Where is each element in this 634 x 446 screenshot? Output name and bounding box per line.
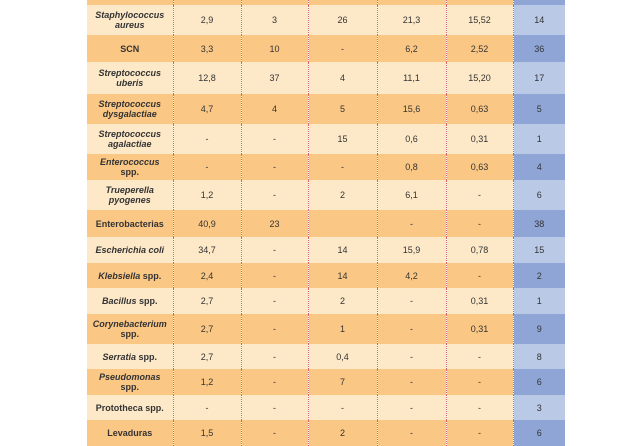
value-cell: 2,52 [446,35,513,62]
organism-suffix: Prototheca spp. [95,402,164,413]
results-table [87,0,565,446]
organism-cell [87,344,173,369]
table-row [87,94,565,124]
value-cell: 4,2 [377,263,446,288]
value-cell: - [308,395,377,420]
organism-cell [87,263,173,288]
organism-species: pyogenes [108,195,151,205]
value-cell: 0,63 [446,94,513,124]
value-cell: 0,31 [446,314,513,344]
table-row [87,124,565,154]
value-cell: 15,9 [377,237,446,263]
value-cell: - [308,154,377,180]
organism-genus: Staphylococcus [95,10,165,20]
value-cell: - [377,395,446,420]
organism-cell [87,5,173,35]
value-cell: 0,31 [446,288,513,314]
value-cell: 0,8 [377,154,446,180]
table-row [87,210,565,237]
organism-suffix: spp. [120,382,139,392]
table-row [87,420,565,446]
organism-cell [87,180,173,210]
value-cell: - [241,395,308,420]
table-row [87,369,565,395]
organism-cell [87,210,173,237]
value-cell: 37 [241,62,308,94]
table-row [87,154,565,180]
total-cell: 36 [513,35,565,62]
organism-cell [87,62,173,94]
value-cell: 7 [308,369,377,395]
value-cell: 15,20 [446,62,513,94]
total-cell: 9 [513,314,565,344]
total-cell: 6 [513,420,565,446]
organism-genus: Streptococcus [98,129,162,139]
value-cell: 2,9 [173,5,241,35]
total-cell: 5 [513,94,565,124]
value-cell: 26 [308,5,377,35]
value-cell: 14 [308,263,377,288]
value-cell: 1,2 [173,180,241,210]
total-cell: 6 [513,180,565,210]
value-cell: - [377,420,446,446]
value-cell: - [241,344,308,369]
organism-cell [87,94,173,124]
value-cell: - [446,210,513,237]
value-cell: - [241,180,308,210]
table-row [87,344,565,369]
organism-cell [87,369,173,395]
organism-genus: Trueperella [105,185,154,195]
table-row [87,35,565,62]
value-cell: 3 [241,5,308,35]
organism-cell [87,35,173,62]
organism-cell [87,420,173,446]
value-cell: - [377,344,446,369]
value-cell: 4,7 [173,94,241,124]
table-row [87,5,565,35]
organism-genus: Enterococcus [99,157,160,167]
value-cell: 4 [241,94,308,124]
value-cell: - [377,314,446,344]
value-cell: 1,2 [173,369,241,395]
value-cell: 2,7 [173,314,241,344]
value-cell: - [446,263,513,288]
organism-cell [87,395,173,420]
organism-genus: Escherichia coli [95,245,165,255]
total-cell: 6 [513,369,565,395]
value-cell: - [308,35,377,62]
value-cell: - [446,180,513,210]
value-cell: 11,1 [377,62,446,94]
value-cell: - [446,420,513,446]
value-cell: - [241,263,308,288]
value-cell: - [446,395,513,420]
table-row [87,263,565,288]
organism-suffix: Levaduras [107,428,153,438]
value-cell: 4 [308,62,377,94]
value-cell: 2 [308,288,377,314]
value-cell: - [446,369,513,395]
organism-species: uberis [116,78,144,88]
table-row [87,237,565,263]
table-row [87,62,565,94]
organism-suffix: SCN [120,43,140,54]
value-cell: 2 [308,180,377,210]
value-cell: - [241,420,308,446]
total-cell: 1 [513,124,565,154]
value-cell: 12,8 [173,62,241,94]
value-cell: 0,31 [446,124,513,154]
value-cell: - [241,369,308,395]
organism-suffix: spp. [120,329,139,339]
total-cell: 38 [513,210,565,237]
value-cell: 40,9 [173,210,241,237]
organism-genus: Pseudomonas [98,372,161,382]
organism-suffix: spp. [139,296,158,306]
value-cell: - [241,288,308,314]
value-cell: 1,5 [173,420,241,446]
organism-species: dysgalactiae [102,109,157,119]
organism-genus: Corynebacterium [92,319,167,329]
value-cell: - [377,210,446,237]
organism-genus: Bacillus [101,296,137,306]
total-cell: 17 [513,62,565,94]
value-cell: 0,4 [308,344,377,369]
value-cell: - [241,154,308,180]
organism-species: agalactiae [107,139,152,149]
organism-cell [87,237,173,263]
organism-cell [87,124,173,154]
value-cell: - [241,237,308,263]
value-cell: - [377,369,446,395]
total-cell: 4 [513,154,565,180]
table-row [87,288,565,314]
table-row [87,395,565,420]
total-cell: 1 [513,288,565,314]
value-cell: - [173,154,241,180]
organism-species: aureus [114,20,145,30]
value-cell: 15 [308,124,377,154]
organism-suffix: spp. [138,351,158,362]
value-cell: 6,2 [377,35,446,62]
value-cell: 3,3 [173,35,241,62]
organism-genus: Klebsiella [98,270,141,281]
organism-cell [87,154,173,180]
value-cell: - [241,314,308,344]
total-cell: 8 [513,344,565,369]
value-cell: 0,6 [377,124,446,154]
value-cell: 2 [308,420,377,446]
value-cell: 2,7 [173,288,241,314]
organism-cell [87,288,173,314]
table-row [87,314,565,344]
organism-genus: Streptococcus [98,99,162,109]
value-cell: - [377,288,446,314]
organism-cell [87,314,173,344]
table-body [87,0,565,446]
value-cell: 15,6 [377,94,446,124]
total-cell: 15 [513,237,565,263]
total-cell: 2 [513,263,565,288]
value-cell: 10 [241,35,308,62]
value-cell: - [173,124,241,154]
value-cell: 1 [308,314,377,344]
total-cell: 3 [513,395,565,420]
organism-table [87,0,565,446]
value-cell: - [173,395,241,420]
value-cell: - [446,344,513,369]
value-cell: 2,7 [173,344,241,369]
organism-suffix: spp. [120,167,139,177]
organism-genus: Serratia [102,351,136,362]
value-cell: 0,63 [446,154,513,180]
total-cell: 14 [513,5,565,35]
value-cell: 23 [241,210,308,237]
value-cell: - [241,124,308,154]
value-cell: 6,1 [377,180,446,210]
organism-genus: Streptococcus [98,68,162,78]
organism-suffix: spp. [142,270,162,281]
value-cell: 5 [308,94,377,124]
organism-suffix: Enterobacterias [95,218,164,229]
value-cell [308,210,377,237]
value-cell: 15,52 [446,5,513,35]
table-row [87,180,565,210]
value-cell: 34,7 [173,237,241,263]
value-cell: 21,3 [377,5,446,35]
value-cell: 14 [308,237,377,263]
value-cell: 2,4 [173,263,241,288]
value-cell: 0,78 [446,237,513,263]
